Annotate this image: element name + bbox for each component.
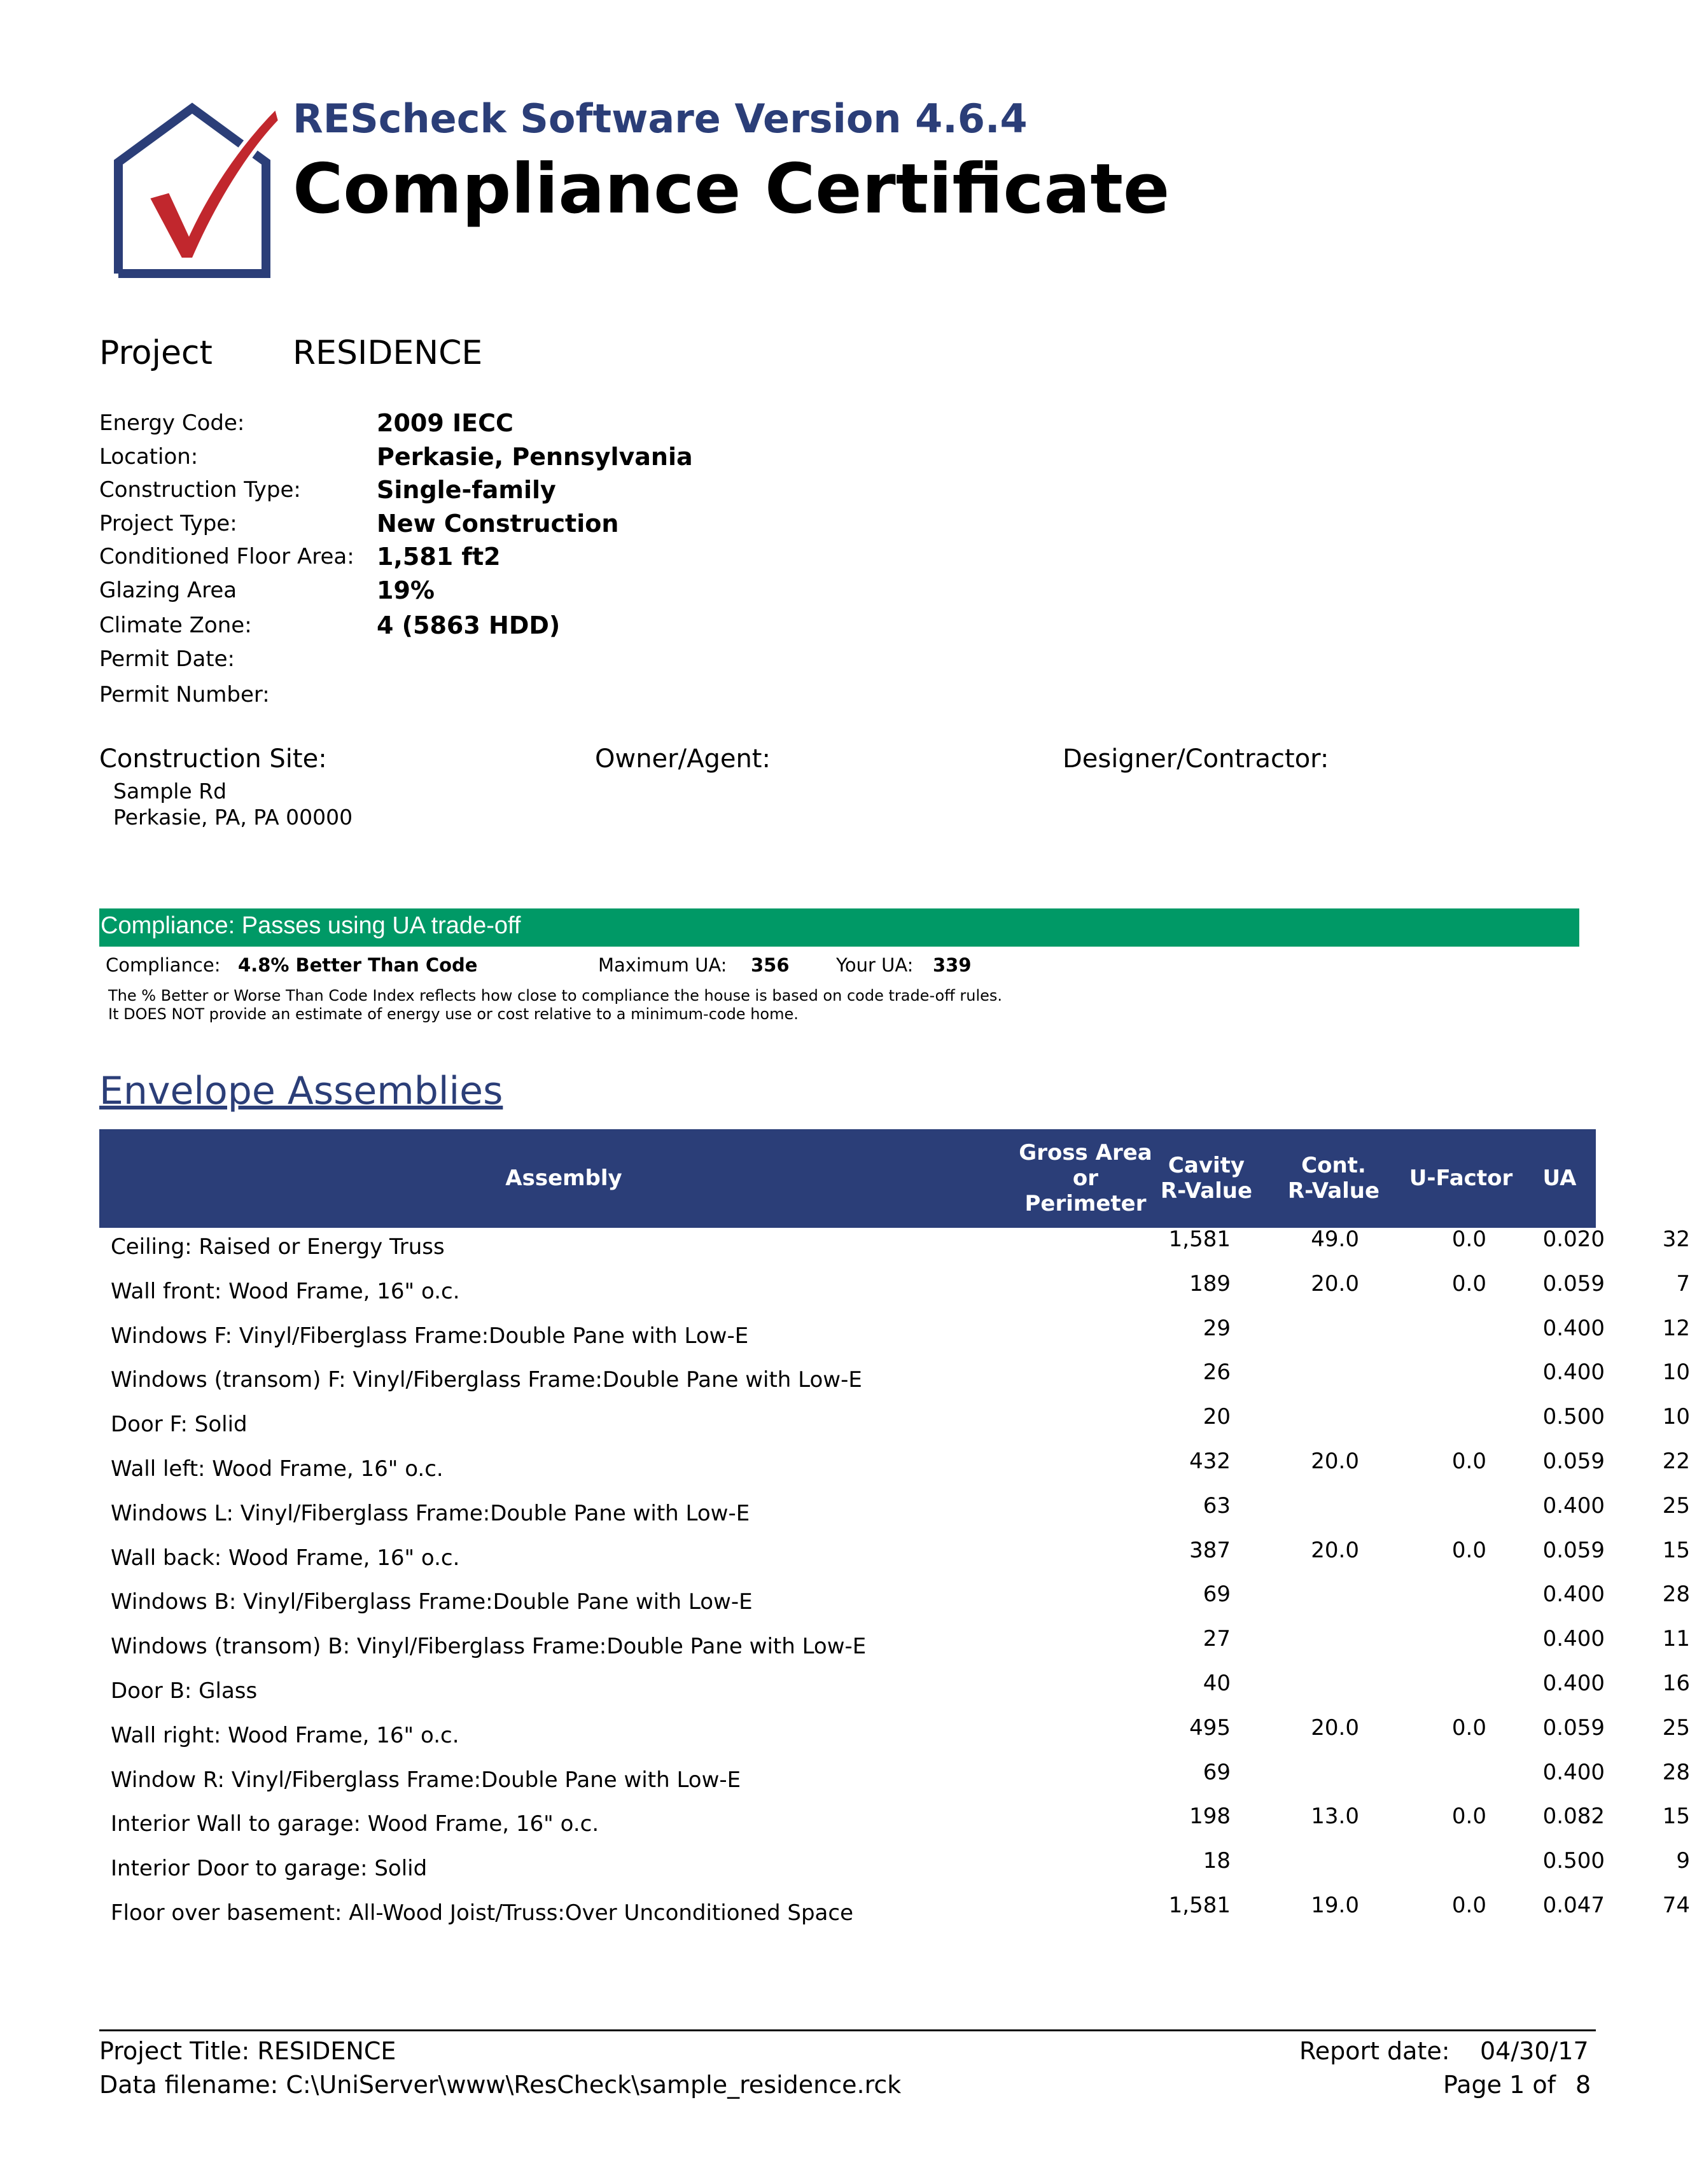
assembly-name: Door B: Glass — [111, 1678, 258, 1704]
table-row — [99, 1315, 1690, 1360]
max-ua-label: Maximum UA: — [598, 954, 727, 976]
assembly-name: Window R: Vinyl/Fiberglass Frame:Double Pane with Low-E — [111, 1767, 741, 1793]
site-address-line: Perkasie, PA, PA 00000 — [113, 805, 353, 830]
col-gross-area-line: or — [1072, 1165, 1099, 1191]
assembly-name: Windows L: Vinyl/Fiberglass Frame:Double Pane with Low-E — [111, 1500, 750, 1526]
ua-value: 25 — [1662, 1492, 1690, 1519]
footer-page-label: Page 1 of — [1443, 2071, 1556, 2099]
assembly-name: Wall left: Wood Frame, 16" o.c. — [111, 1456, 443, 1482]
col-u-factor: U-Factor — [1409, 1165, 1513, 1191]
compliance-note: The % Better or Worse Than Code Index reflects how close to compliance the house is based on code trade-off rules. — [108, 987, 1003, 1005]
owner-agent-label: Owner/Agent: — [595, 744, 771, 774]
ua-value: 10 — [1662, 1404, 1690, 1430]
footer-page-total: 8 — [1575, 2071, 1591, 2099]
designer-contractor-label: Designer/Contractor: — [1063, 744, 1329, 774]
info-value: New Construction — [377, 510, 619, 538]
project-name: RESIDENCE — [293, 334, 483, 372]
ua-value: 28 — [1662, 1582, 1690, 1608]
col-cavity-r-line: Cavity — [1168, 1153, 1245, 1178]
gross-area-value: 69 — [1203, 1759, 1231, 1785]
info-value: Perkasie, Pennsylvania — [377, 443, 693, 471]
gross-area-value: 189 — [1189, 1270, 1231, 1297]
ua-value: 7 — [1676, 1270, 1690, 1297]
cont-r-value: 0.0 — [1451, 1804, 1486, 1830]
u-factor-value: 0.400 — [1542, 1626, 1605, 1652]
gross-area-value: 27 — [1203, 1626, 1231, 1652]
info-label: Project Type: — [99, 511, 237, 536]
ua-value: 11 — [1662, 1626, 1690, 1652]
ua-value: 15 — [1662, 1804, 1690, 1830]
u-factor-value: 0.400 — [1542, 1582, 1605, 1608]
u-factor-value: 0.400 — [1542, 1671, 1605, 1696]
table-row — [99, 1715, 1690, 1760]
info-label: Location: — [99, 444, 199, 469]
info-label: Climate Zone: — [99, 613, 252, 638]
compliance-banner-text: Compliance: Passes using UA trade-off — [101, 912, 521, 939]
info-label: Permit Number: — [99, 682, 270, 707]
cont-r-value: 0.0 — [1451, 1893, 1486, 1918]
document-title: Compliance Certificate — [293, 150, 1170, 229]
footer-data-filename: Data filename: C:\UniServer\www\ResCheck\sample_residence.rck — [99, 2071, 902, 2099]
gross-area-value: 1,581 — [1168, 1893, 1231, 1918]
gross-area-value: 40 — [1203, 1671, 1231, 1696]
assembly-name: Interior Wall to garage: Wood Frame, 16" o.c. — [111, 1811, 599, 1837]
gross-area-value: 69 — [1203, 1582, 1231, 1608]
u-factor-value: 0.400 — [1542, 1759, 1605, 1785]
u-factor-value: 0.400 — [1542, 1360, 1605, 1386]
u-factor-value: 0.059 — [1542, 1270, 1605, 1297]
gross-area-value: 198 — [1189, 1804, 1231, 1830]
max-ua-value: 356 — [751, 954, 790, 976]
gross-area-value: 495 — [1189, 1715, 1231, 1741]
footer-report-date-label: Report date: — [1299, 2037, 1450, 2065]
info-label: Construction Type: — [99, 477, 301, 503]
table-row — [99, 1537, 1690, 1582]
table-row — [99, 1626, 1690, 1671]
ua-value: 10 — [1662, 1360, 1690, 1386]
u-factor-value: 0.059 — [1542, 1537, 1605, 1563]
info-value: 19% — [377, 576, 435, 604]
assembly-name: Floor over basement: All-Wood Joist/Truss:Over Unconditioned Space — [111, 1900, 854, 1926]
info-label: Permit Date: — [99, 646, 235, 672]
gross-area-value: 432 — [1189, 1449, 1231, 1474]
ua-value: 12 — [1662, 1315, 1690, 1341]
envelope-assemblies-heading: Envelope Assemblies — [99, 1069, 503, 1113]
col-ua: UA — [1542, 1165, 1577, 1191]
gross-area-value: 1,581 — [1168, 1227, 1231, 1252]
info-value: 1,581 ft2 — [377, 543, 501, 571]
table-row — [99, 1360, 1690, 1404]
u-factor-value: 0.059 — [1542, 1715, 1605, 1741]
cavity-r-value: 13.0 — [1311, 1804, 1359, 1830]
compliance-note: It DOES NOT provide an estimate of energy use or cost relative to a minimum-code home. — [108, 1005, 799, 1023]
info-value: 4 (5863 HDD) — [377, 611, 561, 639]
table-row — [99, 1270, 1690, 1316]
ua-value: 74 — [1662, 1893, 1690, 1918]
col-cavity-r — [1143, 1153, 1270, 1204]
ua-value: 22 — [1662, 1449, 1690, 1474]
table-row — [99, 1848, 1690, 1893]
col-cont-r-line: R-Value — [1287, 1178, 1380, 1204]
col-cont-r — [1270, 1153, 1397, 1204]
assembly-name: Interior Door to garage: Solid — [111, 1856, 428, 1882]
col-cont-r-line: Cont. — [1301, 1153, 1366, 1178]
project-label: Project — [99, 334, 213, 372]
gross-area-value: 18 — [1203, 1848, 1231, 1874]
u-factor-value: 0.500 — [1542, 1404, 1605, 1430]
envelope-table-header — [99, 1129, 1596, 1228]
cavity-r-value: 19.0 — [1311, 1893, 1359, 1918]
gross-area-value: 29 — [1203, 1315, 1231, 1341]
col-gross-area-line: Perimeter — [1024, 1191, 1147, 1216]
table-row — [99, 1759, 1690, 1804]
compliance-banner — [99, 908, 1579, 947]
assembly-name: Windows (transom) F: Vinyl/Fiberglass Frame:Double Pane with Low-E — [111, 1367, 862, 1393]
software-version: REScheck Software Version 4.6.4 — [293, 95, 1028, 142]
your-ua-label: Your UA: — [836, 954, 914, 976]
u-factor-value: 0.500 — [1542, 1848, 1605, 1874]
cavity-r-value: 20.0 — [1311, 1715, 1359, 1741]
compliance-value: 4.8% Better Than Code — [238, 954, 478, 976]
info-value: Single-family — [377, 476, 556, 504]
table-row — [99, 1227, 1690, 1271]
col-cavity-r-line: R-Value — [1160, 1178, 1253, 1204]
col-gross-area-line: Gross Area — [1019, 1140, 1152, 1165]
ua-value: 28 — [1662, 1759, 1690, 1785]
footer-project-title: Project Title: RESIDENCE — [99, 2037, 396, 2065]
assembly-name: Door F: Solid — [111, 1412, 248, 1438]
table-row — [99, 1492, 1690, 1538]
u-factor-value: 0.020 — [1542, 1227, 1605, 1252]
table-row — [99, 1671, 1690, 1715]
info-label: Energy Code: — [99, 410, 245, 436]
u-factor-value: 0.059 — [1542, 1449, 1605, 1474]
gross-area-value: 26 — [1203, 1360, 1231, 1386]
footer-divider — [99, 2029, 1596, 2031]
u-factor-value: 0.400 — [1542, 1492, 1605, 1519]
table-row — [99, 1449, 1690, 1493]
cont-r-value: 0.0 — [1451, 1449, 1486, 1474]
u-factor-value: 0.047 — [1542, 1893, 1605, 1918]
table-row — [99, 1893, 1690, 1937]
cavity-r-value: 49.0 — [1311, 1227, 1359, 1252]
table-row — [99, 1804, 1690, 1848]
gross-area-value: 63 — [1203, 1492, 1231, 1519]
info-label: Glazing Area — [99, 578, 237, 603]
cavity-r-value: 20.0 — [1311, 1537, 1359, 1563]
cont-r-value: 0.0 — [1451, 1537, 1486, 1563]
rescheck-house-check-logo — [109, 102, 275, 280]
u-factor-value: 0.400 — [1542, 1315, 1605, 1341]
info-value: 2009 IECC — [377, 409, 513, 437]
footer-report-date: 04/30/17 — [1480, 2037, 1589, 2065]
site-address-line: Sample Rd — [113, 779, 227, 803]
ua-value: 25 — [1662, 1715, 1690, 1741]
cavity-r-value: 20.0 — [1311, 1449, 1359, 1474]
u-factor-value: 0.082 — [1542, 1804, 1605, 1830]
assembly-name: Wall front: Wood Frame, 16" o.c. — [111, 1278, 460, 1304]
ua-value: 9 — [1676, 1848, 1690, 1874]
gross-area-value: 20 — [1203, 1404, 1231, 1430]
assembly-name: Windows (transom) B: Vinyl/Fiberglass Frame:Double Pane with Low-E — [111, 1634, 867, 1660]
compliance-label: Compliance: — [106, 954, 221, 976]
info-label: Conditioned Floor Area: — [99, 544, 354, 569]
assembly-name: Windows F: Vinyl/Fiberglass Frame:Double Pane with Low-E — [111, 1323, 749, 1349]
ua-value: 16 — [1662, 1671, 1690, 1696]
your-ua-value: 339 — [933, 954, 972, 976]
cavity-r-value: 20.0 — [1311, 1270, 1359, 1297]
table-row — [99, 1404, 1690, 1449]
cont-r-value: 0.0 — [1451, 1270, 1486, 1297]
cont-r-value: 0.0 — [1451, 1227, 1486, 1252]
ua-value: 15 — [1662, 1537, 1690, 1563]
cont-r-value: 0.0 — [1451, 1715, 1486, 1741]
assembly-name: Ceiling: Raised or Energy Truss — [111, 1234, 445, 1260]
ua-value: 32 — [1662, 1227, 1690, 1252]
assembly-name: Wall back: Wood Frame, 16" o.c. — [111, 1545, 460, 1571]
assembly-name: Windows B: Vinyl/Fiberglass Frame:Double Pane with Low-E — [111, 1589, 753, 1615]
construction-site-label: Construction Site: — [99, 744, 327, 774]
col-assembly: Assembly — [505, 1165, 622, 1191]
gross-area-value: 387 — [1189, 1537, 1231, 1563]
assembly-name: Wall right: Wood Frame, 16" o.c. — [111, 1722, 459, 1748]
table-row — [99, 1582, 1690, 1626]
